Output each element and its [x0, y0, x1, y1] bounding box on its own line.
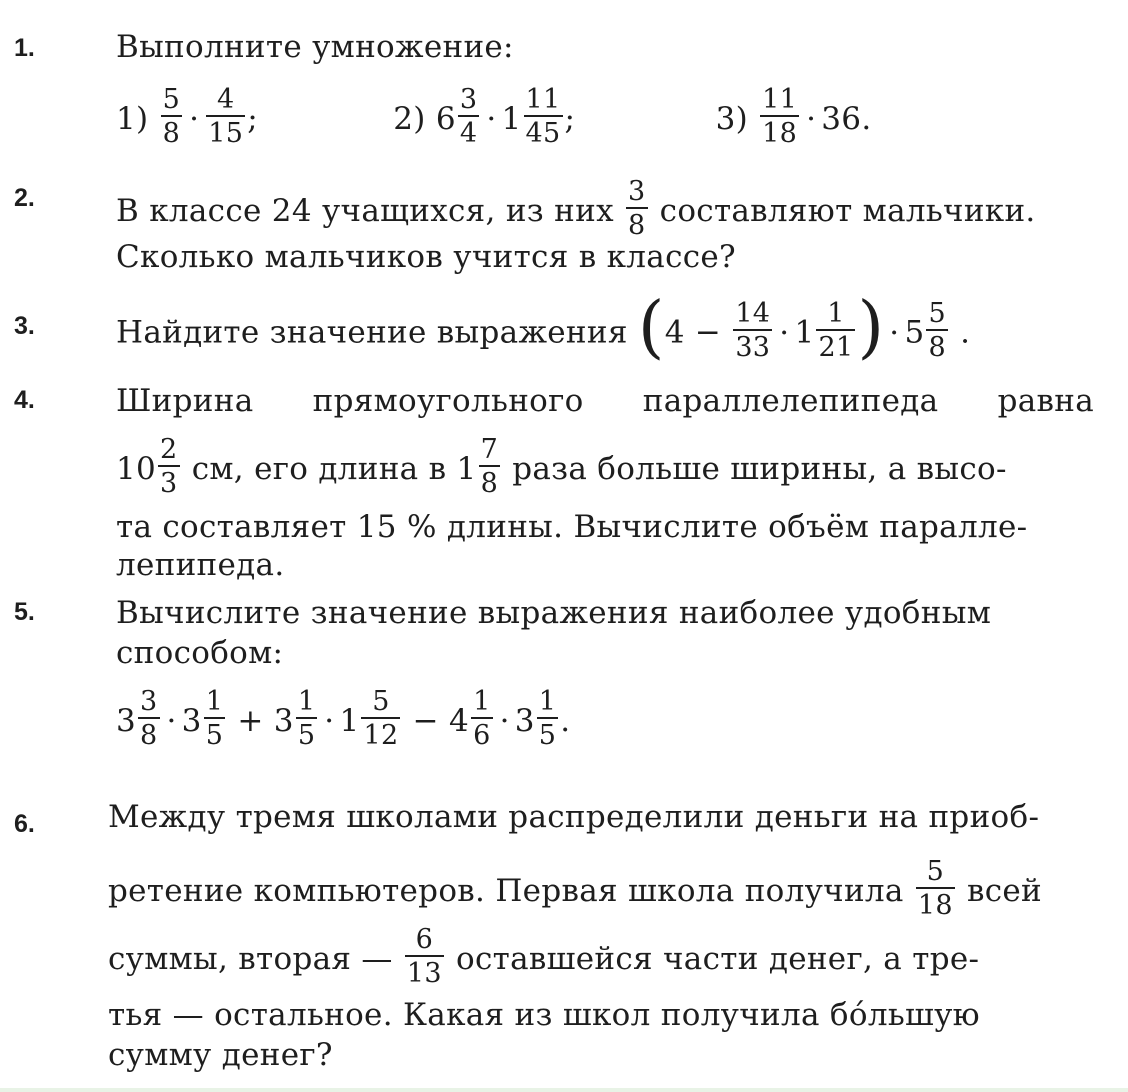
problem-1-number: 1. [14, 34, 35, 62]
fraction: $\frac{1}{5}$ [538, 686, 557, 751]
fraction: $\frac{3}{8}$ [628, 176, 646, 241]
problem-6-line-4: тья — остальное. Какая из школ получила бóльшую [108, 997, 980, 1033]
problem-6-line-5: сумму денег? [108, 1037, 333, 1073]
fraction: $\frac{3}{8}$ [140, 686, 158, 751]
problem-4-line-3: та составляет 15 % длины. Вычислите объём паралле- [116, 509, 1028, 545]
fraction: $\frac{6}{13}$ [406, 924, 442, 989]
problem-2-number: 2. [14, 184, 35, 212]
fraction: $\frac{1}{6}$ [473, 686, 491, 751]
bottom-border [0, 1088, 1128, 1092]
problem-5-line-2: способом: [116, 635, 284, 671]
problem-2-line-2: Сколько мальчиков учится в классе? [116, 239, 736, 275]
problem-3-line: Найдите значение выражения (4 − $\frac{14}{33}$ · 1 $\frac{1}{21}$ ) · 5 $\frac{5}{8}$ . [116, 288, 971, 367]
fraction: $\frac{5}{8}$ [928, 297, 946, 363]
label-2: 2) [393, 101, 426, 137]
problem-5-expression: 3 $\frac{3}{8}$ · 3 $\frac{1}{5}$ + 3 $\frac{1}{5}$ · 1 $\frac{5}{12}$ − 4 $\frac{1}{6}$ · 3 $\frac{1}{5}$ . [116, 686, 571, 751]
fraction: $\frac{1}{5}$ [205, 686, 224, 751]
fraction: $\frac{5}{12}$ [363, 686, 399, 751]
fraction: $\frac{5}{8}$ [162, 84, 181, 149]
problem-4-number: 4. [14, 386, 35, 414]
problem-5-number: 5. [14, 598, 35, 626]
fraction: $\frac{11}{18}$ [762, 84, 798, 149]
fraction: $\frac{2}{3}$ [160, 434, 178, 499]
problem-4-line-2: 10 $\frac{2}{3}$ см, его длина в 1 $\frac{7}{8}$ раза больше ширины, а высо- [116, 434, 1007, 499]
problem-4-line-4: лепипеда. [116, 547, 285, 583]
fraction: $\frac{1}{5}$ [297, 686, 316, 751]
problem-2-line-1: В классе 24 учащихся, из них $\frac{3}{8}$ составляют мальчики. [116, 176, 1036, 241]
fraction: $\frac{4}{15}$ [208, 84, 244, 149]
fraction: $\frac{7}{8}$ [480, 434, 499, 499]
fraction: $\frac{14}{33}$ [735, 297, 771, 363]
problem-6-line-1: Между тремя школами распределили деньги на приоб- [108, 799, 1040, 835]
fraction: $\frac{11}{45}$ [525, 84, 561, 149]
problem-3-number: 3. [14, 312, 35, 340]
fraction: $\frac{3}{4}$ [459, 84, 478, 149]
label-1: 1) [116, 101, 149, 137]
problem-4-line-1: Ширина прямоугольного параллелепипеда равна [116, 383, 1094, 419]
problem-5-line-1: Вычислите значение выражения наиболее удобным [116, 595, 992, 631]
problem-1-title: Выполните умножение: [116, 29, 514, 65]
label-3: 3) [715, 101, 748, 137]
problem-6-line-3: суммы, вторая — $\frac{6}{13}$ оставшейся части денег, а тре- [108, 924, 980, 989]
problem-6-line-2: ретение компьютеров. Первая школа получила $\frac{5}{18}$ всей [108, 856, 1043, 921]
fraction: $\frac{5}{18}$ [917, 856, 953, 921]
fraction: $\frac{1}{21}$ [818, 297, 854, 363]
problem-1-expressions: 1) $\frac{5}{8}$ · $\frac{4}{15}$ ; 2) 6 $\frac{3}{4}$ · 1 $\frac{11}{45}$ ; 3) $\frac{11}{18}$ · 36. [116, 84, 872, 149]
problem-6-number: 6. [14, 810, 35, 838]
